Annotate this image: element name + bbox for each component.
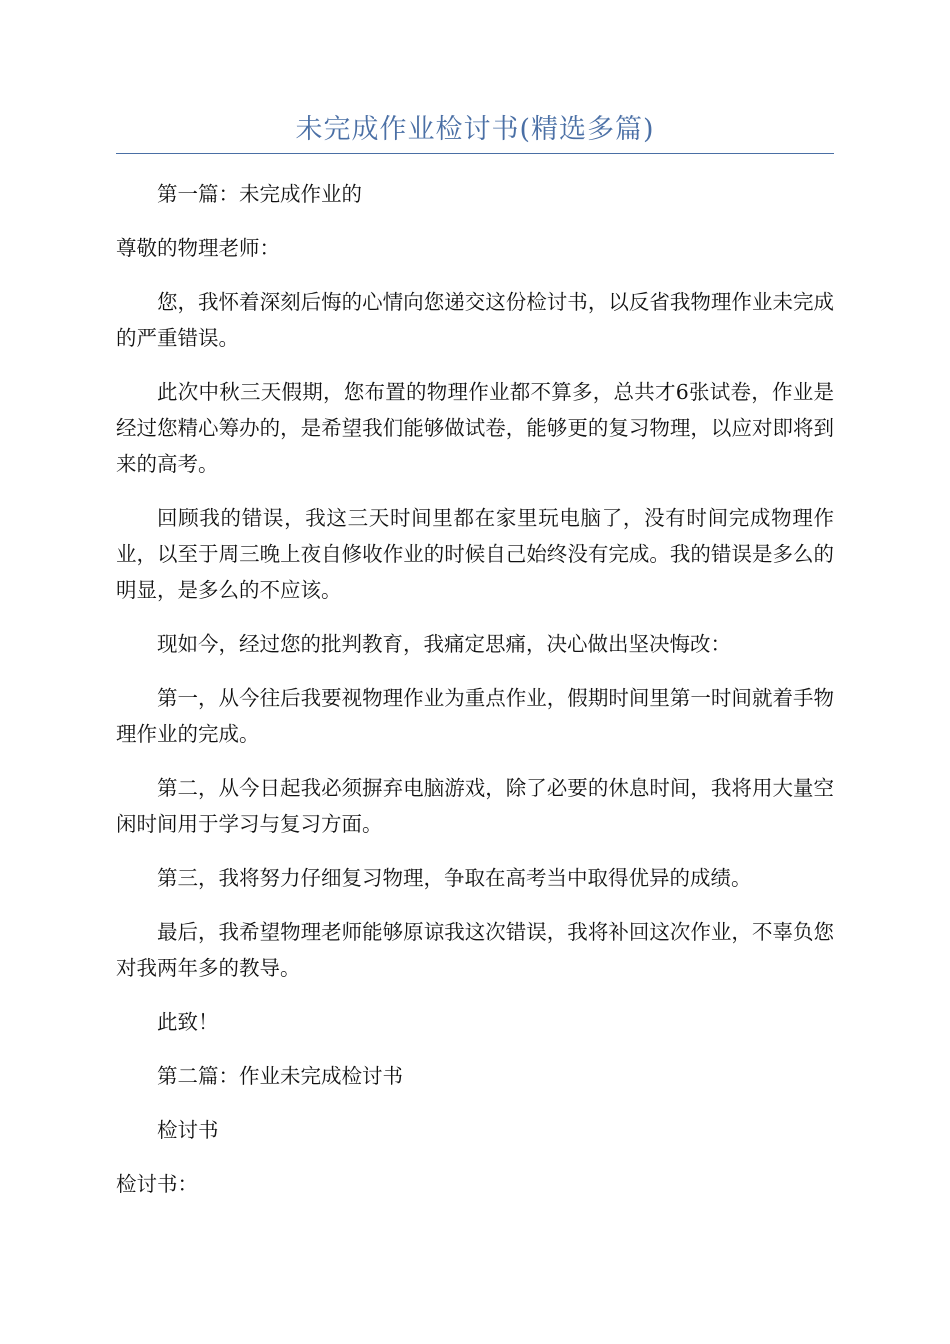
paragraph: 第三，我将努力仔细复习物理，争取在高考当中取得优异的成绩。 <box>157 866 752 890</box>
paragraph: 第二篇：作业未完成检讨书 <box>157 1064 403 1088</box>
document-title: 未完成作业检讨书(精选多篇) <box>295 114 655 145</box>
paragraph: 此次中秋三天假期，您布置的物理作业都不算多，总共才6张试卷，作业是经过您精心筹办的，是希望我们能够做试卷，能够更的复习物理，以应对即将到来的高考。 <box>116 380 834 476</box>
paragraph: 最后，我希望物理老师能够原谅我这次错误，我将补回这次作业，不辜负您对我两年多的教导。 <box>116 920 834 980</box>
title-underline <box>116 153 834 154</box>
paragraph: 第一，从今往后我要视物理作业为重点作业，假期时间里第一时间就着手物理作业的完成。 <box>116 686 834 746</box>
paragraph: 您，我怀着深刻后悔的心情向您递交这份检讨书，以反省我物理作业未完成的严重错误。 <box>116 290 834 350</box>
paragraph: 回顾我的错误，我这三天时间里都在家里玩电脑了，没有时间完成物理作业，以至于周三晚上夜自修收作业的时候自己始终没有完成。我的错误是多么的明显，是多么的不应该。 <box>116 506 834 602</box>
paragraph: 此致！ <box>157 1010 219 1034</box>
paragraph: 第二，从今日起我必须摒弃电脑游戏，除了必要的休息时间，我将用大量空闲时间用于学习与复习方面。 <box>116 776 834 836</box>
paragraph: 现如今，经过您的批判教育，我痛定思痛，决心做出坚决悔改： <box>157 632 731 656</box>
paragraph: 检讨书： <box>116 1172 198 1196</box>
paragraph: 尊敬的物理老师： <box>116 236 280 260</box>
paragraph: 检讨书 <box>157 1118 219 1142</box>
document-body <box>116 176 834 1220</box>
paragraph: 第一篇：未完成作业的 <box>157 182 362 206</box>
